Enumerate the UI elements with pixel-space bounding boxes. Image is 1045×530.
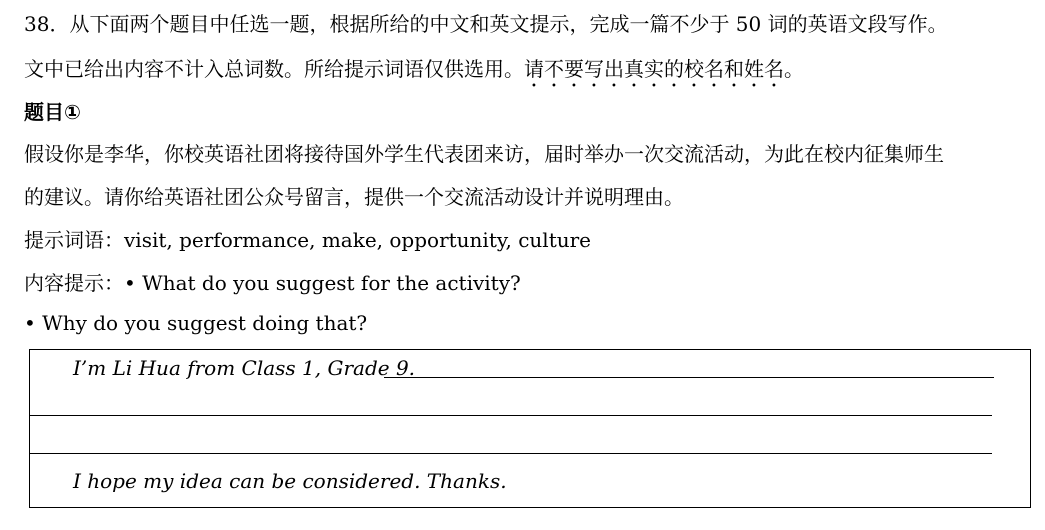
answer-opening-sentence: I’m Li Hua from Class 1, Grade 9. [73, 356, 416, 380]
question-instruction-line-1: 38．从下面两个题目中任选一题，根据所给的中文和英文提示，完成一篇不少于 50 词的英语文段写作。 [24, 12, 948, 36]
answer-blank-line-2[interactable] [30, 415, 992, 416]
content-hint-2: • Why do you suggest doing that? [24, 311, 368, 335]
answer-blank-line-3[interactable] [30, 453, 992, 454]
scenario-line-1: 假设你是李华，你校英语社团将接待国外学生代表团来访，届时举办一次交流活动，为此在校内征集师生 [24, 142, 944, 166]
answer-blank-line-1[interactable] [384, 377, 994, 378]
instruction-period: 。 [784, 57, 804, 81]
answer-closing-sentence: I hope my idea can be considered. Thanks. [73, 469, 507, 493]
content-hint-1: 内容提示：• What do you suggest for the activity? [24, 271, 521, 295]
hint-words: 提示词语：visit, performance, make, opportunity, culture [24, 228, 592, 252]
answer-box[interactable] [29, 349, 1031, 508]
instruction-plain-text: 文中已给出内容不计入总词数。所给提示词语仅供选用。 [24, 57, 524, 81]
emphasized-instruction: 请不要写出真实的校名和姓名 [524, 57, 784, 81]
topic-heading: 题目① [24, 100, 81, 124]
question-instruction-line-2 [24, 53, 804, 92]
scenario-line-2: 的建议。请你给英语社团公众号留言，提供一个交流活动设计并说明理由。 [24, 185, 684, 209]
